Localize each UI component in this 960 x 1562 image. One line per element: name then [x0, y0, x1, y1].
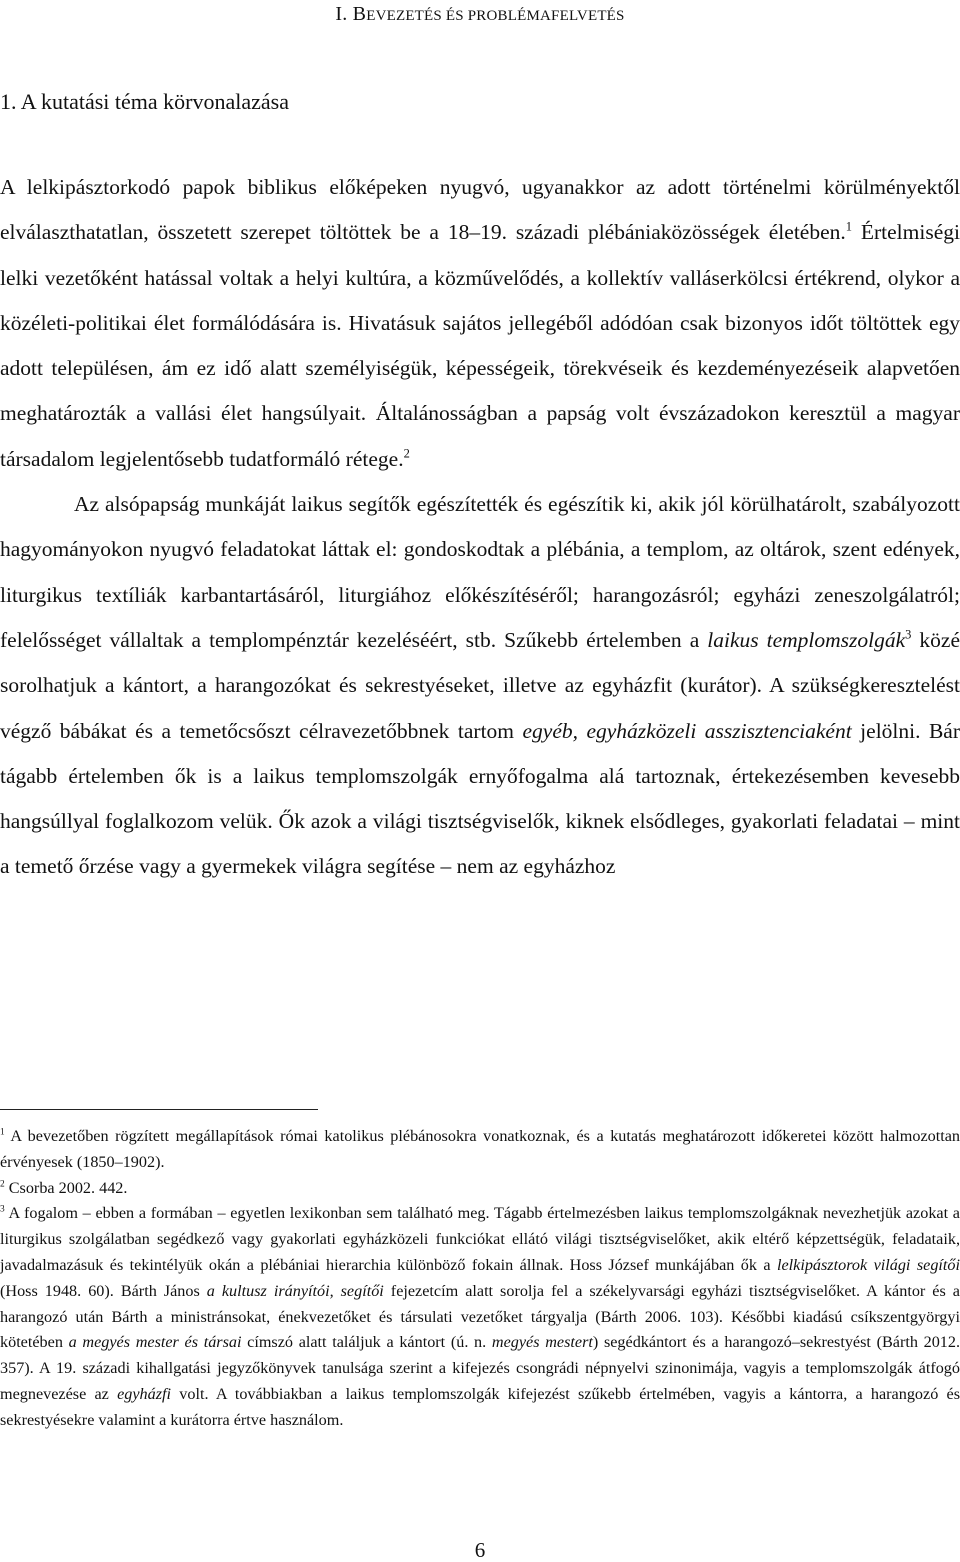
footnote-2-text: Csorba 2002. 442.	[4, 1178, 128, 1197]
paragraph-1-part-a: A lelkipásztorkodó papok biblikus előképeken nyugvó, ugyanakkor az adott történelmi körülményektől elválaszthatatlan, összetett szerepet töltöttek be a 18–19. századi plébániaközösségek életében.	[0, 175, 960, 245]
footnote-3-italic-h: megyés mestert	[491, 1333, 593, 1352]
footnote-1	[0, 1124, 960, 1176]
footnote-1-number: 1	[0, 1127, 5, 1138]
chapter-header	[0, 2, 960, 28]
paragraph-2-term-egyeb: egyéb, egyházközeli asszisztenciaként	[522, 718, 852, 743]
footnote-2-number: 2	[0, 1179, 5, 1190]
footnote-3-text-c: (Hoss 1948. 60). Bárth János	[0, 1281, 207, 1300]
body-text	[0, 165, 960, 890]
footnote-ref-3[interactable]: 3	[905, 627, 912, 642]
footnote-2	[0, 1176, 960, 1202]
footnote-3-number: 3	[0, 1204, 5, 1215]
page-number: 6	[474, 1538, 486, 1562]
paragraph-2	[0, 482, 960, 890]
footnote-3	[0, 1201, 960, 1433]
chapter-b-cap: B	[352, 3, 367, 25]
footnote-3-italic-j: egyházfi	[117, 1384, 172, 1403]
footnotes	[0, 1124, 960, 1434]
footnote-1-text: A bevezetőben rögzített megállapítások római katolikus plébánosokra vonatkoznak, és a kutatás meghatározott időkeretei között halmozottan érvényesek (1850–1902).	[0, 1127, 960, 1171]
footnote-ref-1[interactable]: 1	[845, 219, 852, 234]
footnote-3-text-i: ) segédkántort és a harangozó–sekrestyést (Bárth 2012. 357). A 19. századi kihallgatási jegyzőkönyvek tanulsága szerint a kifejezés csongrádi népnyelvi szinonimája, vagyis a templomszolgák átfogó megnevezése az	[0, 1333, 960, 1403]
footnote-3-italic-d: a kultusz irányítói, segítői	[206, 1281, 384, 1300]
paragraph-2-part-e: jelölni. Bár tágabb értelemben ők is a laikus templomszolgák ernyőfogalma alá tartoznak, értekezésemben kevesebb hangsúllyal foglalkozom velük. Ők azok a világi tisztségviselők, kiknek elsődleges, gyakorlati feladatai – mint a temető őrzése vagy a gyermekek világra segítése – nem az egyházhoz	[0, 718, 960, 879]
footnote-3-italic-b: lelkipásztorok világi segítői	[776, 1255, 960, 1274]
paragraph-2-part-a: Az alsópapság munkáját laikus segítők egészítették és egészítik ki, akik jól körülhatárolt, szabályozott hagyományokon nyugvó feladatokat láttak el: gondoskodtak a plébánia, a templom, az oltárok, szent edények, liturgikus textíliák karbantartásáról, liturgiához előkészítéséről; harangozásról; egyházi zeneszolgálatról; felelősséget vállaltak a templompénztár kezeléséért, stb. Szűkebb értelemben a	[0, 492, 960, 652]
paragraph-2-part-c: közé sorolhatjuk a kántort, a harangozókat és sekrestyéseket, illetve az egyházfit (kurátor). A szükségkeresztelést végző bábákat és a temetőcsőszt célravezetőbbnek tartom	[0, 627, 960, 743]
footnote-3-text-a: A fogalom – ebben a formában – egyetlen lexikonban sem található meg. Tágabb értelmezésben laikus templomszolgáknak nevezhetjük azokat a liturgikus szolgálatban segédkező vagy gyakorlati egyházközeli funkciókat ellátó világi tisztségviselőket, akik eltérő képzettségük, feladataik, javadalmazásuk és tekintélyük okán a plébániai hierarchia különböző fokain állnak. Hoss József munkájában ők a	[0, 1204, 960, 1274]
footnote-ref-2[interactable]: 2	[403, 446, 410, 461]
footnote-3-text-g: címszó alatt találjuk a kántort (ú. n.	[241, 1333, 492, 1352]
footnote-3-italic-f: a megyés mester és társai	[68, 1333, 242, 1352]
paragraph-2-term-laikus: laikus templomszolgák	[707, 627, 906, 652]
footnote-3-text-k: volt. A továbbiakban a laikus templomszolgák kifejezést szűkebb értelmében, vagyis a kántorra, a harangozó és sekrestyésekre valamint a kurátorra értve használom.	[0, 1384, 960, 1429]
paragraph-1-part-b: Értelmiségi lelki vezetőként hatással voltak a helyi kultúra, a közművelődés, a kollektív valláserkölcsi értékrend, olykor a közéleti-politikai élet formálódására is. Hivatásuk sajátos jellegéből adódóan csak bizonyos időt töltöttek egy adott településen, ám ez idő alatt személyiségük, képességeik, törekvéseik és kezdeményezéseik alapvetően meghatározták a vallási élet hangsúlyait. Általánosságban a papság volt évszázadokon keresztül a magyar társadalom legjelentősebb tudatformáló rétege.	[0, 220, 960, 471]
chapter-roman: I.	[335, 3, 348, 25]
footnote-separator	[0, 1109, 318, 1110]
chapter-b-rest: EVEZETÉS ÉS PROBLÉMAFELVETÉS	[366, 8, 625, 24]
paragraph-1	[0, 165, 960, 482]
section-title: 1. A kutatási téma körvonalazása	[0, 89, 289, 114]
footnote-3-text-e: fejezetcím alatt sorolja fel a székelyvarsági egyházi tisztségviselőket. A kántor és a harangozó után Bárth a ministránsokat, énekvezetőket és társulati vezetőket tárgyalja (Bárth 2006. 103). Későbbi kiadású csíkszentgyörgyi kötetében	[0, 1281, 960, 1352]
